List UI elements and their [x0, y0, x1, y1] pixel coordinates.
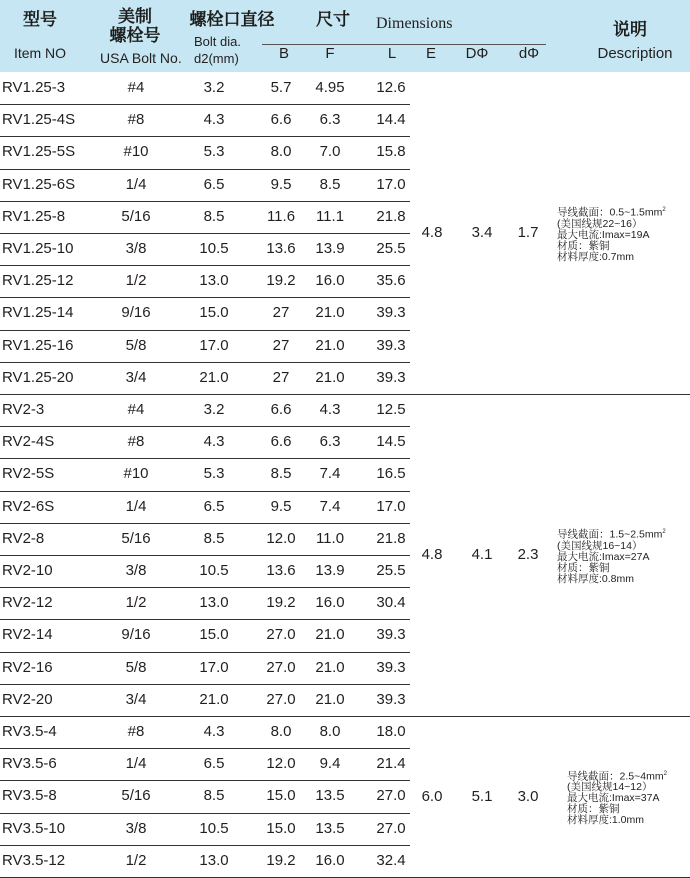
bolt-dia-cell: 8.5: [203, 787, 225, 805]
item-no-cell: RV2-4S: [2, 433, 55, 451]
col-b-header: B: [278, 45, 289, 62]
dim-l-cell: 14.5: [376, 433, 406, 451]
dim-l-cell: 12.6: [376, 79, 406, 96]
table-row: [0, 137, 410, 167]
dim-l-cell: 39.3: [376, 626, 406, 644]
table-row: [0, 331, 410, 361]
dim-f-cell: 11.1: [315, 207, 345, 225]
bolt-dia-cell: 15.0: [199, 626, 229, 644]
item-no-cell: RV1.25-20: [2, 368, 74, 386]
table-row: [0, 105, 410, 135]
description-line: [557, 252, 666, 263]
description-text: (美国线规14~12）: [567, 781, 653, 793]
dim-l-cell: 39.3: [376, 658, 406, 676]
usa-bolt-cell: #8: [127, 723, 145, 740]
usa-bolt-cell: 1/4: [125, 497, 147, 515]
usa-bolt-cell: 3/8: [125, 240, 147, 257]
item-no-zh-header: 型号: [23, 10, 57, 30]
usa-bolt-cell: 5/16: [121, 207, 151, 225]
bolt-dia-cell: 17.0: [199, 336, 229, 354]
item-no-cell: RV1.25-8: [2, 207, 66, 225]
usa-bolt-cell: 3/4: [125, 368, 147, 386]
table-row: [0, 685, 410, 715]
usa-bolt-cell: #4: [127, 401, 145, 418]
dim-b-cell: 13.6: [266, 240, 296, 257]
dim-f-cell: 6.3: [319, 111, 341, 129]
table-row: [0, 781, 410, 811]
dim-f-cell: 13.9: [315, 240, 345, 257]
dimensions-en-header: Dimensions: [376, 15, 453, 32]
dim-l-cell: 21.8: [376, 207, 406, 225]
description-en-header: Description: [597, 45, 673, 62]
item-no-cell: RV3.5-4: [2, 723, 57, 740]
dimensions-divider: [262, 44, 546, 45]
item-no-cell: RV1.25-3: [2, 79, 66, 96]
dim-f-cell: 8.0: [319, 723, 341, 740]
dim-b-cell: 15.0: [266, 787, 296, 805]
dim-l-cell: 15.8: [376, 143, 406, 161]
table-row: [0, 814, 410, 844]
dim-l-cell: 39.3: [376, 690, 406, 708]
table-row: [0, 298, 410, 328]
group-description: [567, 769, 667, 827]
table-row: [0, 73, 410, 103]
superscript-two-mark: 2: [662, 529, 666, 535]
usa-bolt-cell: 5/8: [125, 336, 147, 354]
superscript-two-mark: 2: [662, 207, 666, 213]
group-big-d-phi-value: 4.1: [471, 546, 493, 563]
bolt-dia-cell: 13.0: [199, 851, 229, 869]
dim-l-cell: 17.0: [376, 175, 406, 193]
dim-b-cell: 27: [272, 336, 290, 354]
col-e-header: E: [425, 45, 436, 62]
usa-bolt-cell: #10: [123, 143, 149, 161]
usa-bolt-zh-header-1: 美制: [118, 7, 152, 27]
col-small-d-phi-header: dΦ: [518, 45, 540, 62]
dim-f-cell: 21.0: [315, 336, 345, 354]
table-row: [0, 524, 410, 554]
dim-b-cell: 19.2: [266, 851, 296, 869]
item-no-cell: RV2-16: [2, 658, 53, 676]
bolt-dia-cell: 6.5: [203, 755, 225, 773]
description-line: [557, 205, 666, 219]
dim-l-cell: 39.3: [376, 304, 406, 322]
dim-b-cell: 27.0: [266, 658, 296, 676]
description-text: 最大电流:Imax=19A: [557, 228, 650, 241]
dim-f-cell: 21.0: [315, 368, 345, 386]
usa-bolt-cell: #8: [127, 111, 145, 129]
dim-f-cell: 4.3: [319, 401, 341, 418]
table-header: [0, 0, 690, 72]
bolt-dia-cell: 6.5: [203, 497, 225, 515]
usa-bolt-cell: #8: [127, 433, 145, 451]
dim-f-cell: 9.4: [319, 755, 341, 773]
bolt-dia-cell: 5.3: [203, 465, 225, 483]
usa-bolt-cell: #4: [127, 79, 145, 96]
dim-b-cell: 6.6: [270, 111, 292, 129]
dim-f-cell: 21.0: [315, 626, 345, 644]
dim-b-cell: 12.0: [266, 529, 296, 547]
dim-f-cell: 21.0: [315, 658, 345, 676]
group-description: [557, 205, 666, 263]
description-text: 材质：紫铜: [557, 239, 610, 252]
item-no-cell: RV1.25-14: [2, 304, 74, 322]
item-no-cell: RV2-8: [2, 529, 45, 547]
usa-bolt-cell: 1/2: [125, 851, 147, 869]
item-no-cell: RV3.5-6: [2, 755, 57, 773]
bolt-dia-cell: 3.2: [203, 79, 225, 96]
dim-f-cell: 4.95: [315, 79, 345, 96]
dim-l-cell: 27.0: [376, 787, 406, 805]
dim-l-cell: 25.5: [376, 240, 406, 257]
table-row: [0, 588, 410, 618]
dim-l-cell: 32.4: [376, 851, 406, 869]
dim-f-cell: 7.0: [319, 143, 341, 161]
item-no-en-header: Item NO: [13, 45, 67, 61]
dim-b-cell: 27.0: [266, 626, 296, 644]
usa-bolt-cell: 9/16: [121, 626, 151, 644]
col-f-header: F: [325, 45, 335, 62]
bolt-dia-cell: 10.5: [199, 240, 229, 257]
dim-l-cell: 27.0: [376, 819, 406, 837]
group-e-value: 4.8: [421, 224, 443, 241]
usa-bolt-zh-header-2: 螺栓号: [109, 26, 161, 46]
dim-l-cell: 39.3: [376, 368, 406, 386]
usa-bolt-cell: 1/2: [125, 272, 147, 290]
group-small-d-phi-value: 1.7: [517, 224, 539, 241]
item-no-cell: RV2-20: [2, 690, 53, 708]
superscript-two-mark: 2: [663, 770, 667, 777]
usa-bolt-cell: 3/8: [125, 562, 147, 579]
description-text: (美国线规22~16）: [557, 217, 643, 230]
bolt-dia-cell: 4.3: [203, 111, 225, 129]
dim-b-cell: 13.6: [266, 562, 296, 579]
dimensions-zh-header: 尺寸: [316, 10, 350, 30]
col-l-header: L: [387, 45, 397, 62]
bolt-dia-cell: 13.0: [199, 594, 229, 612]
bolt-dia-cell: 13.0: [199, 272, 229, 290]
item-no-cell: RV2-5S: [2, 465, 55, 483]
item-no-cell: RV2-14: [2, 626, 53, 644]
item-no-cell: RV3.5-12: [2, 851, 66, 869]
dim-f-cell: 7.4: [319, 497, 341, 515]
item-no-cell: RV2-10: [2, 562, 53, 579]
bolt-dia-zh-header: 螺栓口直径: [189, 10, 275, 30]
bolt-dia-cell: 4.3: [203, 433, 225, 451]
dim-b-cell: 8.5: [270, 465, 292, 483]
usa-bolt-cell: #10: [123, 465, 149, 483]
item-no-cell: RV1.25-5S: [2, 143, 76, 161]
group-small-d-phi-value: 3.0: [517, 787, 539, 805]
dim-f-cell: 8.5: [319, 175, 341, 193]
table-row: [0, 170, 410, 200]
usa-bolt-cell: 3/4: [125, 690, 147, 708]
dim-f-cell: 7.4: [319, 465, 341, 483]
dim-b-cell: 11.6: [266, 207, 296, 225]
bolt-dia-cell: 21.0: [199, 690, 229, 708]
table-row: [0, 395, 410, 425]
dim-b-cell: 27: [272, 304, 290, 322]
bolt-dia-cell: 8.5: [203, 529, 225, 547]
description-line: [567, 815, 667, 826]
table-row: [0, 653, 410, 683]
bolt-dia-cell: 4.3: [203, 723, 225, 740]
description-text: 材质：紫铜: [557, 561, 610, 574]
table-row: [0, 846, 410, 876]
dim-b-cell: 6.6: [270, 401, 292, 418]
description-text: 材料厚度:1.0mm: [567, 814, 645, 826]
description-text: 材料厚度:0.8mm: [557, 572, 635, 585]
description-text: 导线截面：1.5~2.5mm: [557, 528, 663, 541]
item-no-cell: RV1.25-12: [2, 272, 74, 290]
usa-bolt-cell: 1/4: [125, 175, 147, 193]
table-row: [0, 717, 410, 747]
dim-b-cell: 19.2: [266, 272, 296, 290]
group-small-d-phi-value: 2.3: [517, 546, 539, 563]
col-big-d-phi-header: DΦ: [465, 45, 489, 62]
item-no-cell: RV3.5-8: [2, 787, 57, 805]
item-no-cell: RV1.25-6S: [2, 175, 76, 193]
table-row: [0, 492, 410, 522]
item-no-cell: RV2-3: [2, 401, 45, 418]
bolt-dia-cell: 10.5: [199, 819, 229, 837]
table-row: [0, 427, 410, 457]
dim-f-cell: 21.0: [315, 690, 345, 708]
dim-b-cell: 19.2: [266, 594, 296, 612]
item-no-cell: RV3.5-10: [2, 819, 66, 837]
dim-l-cell: 17.0: [376, 497, 406, 515]
usa-bolt-cell: 3/8: [125, 819, 147, 837]
description-zh-header: 说明: [613, 20, 647, 40]
bolt-dia-cell: 21.0: [199, 368, 229, 386]
dim-f-cell: 16.0: [315, 851, 345, 869]
description-line: [567, 769, 667, 783]
bolt-dia-cell: 17.0: [199, 658, 229, 676]
description-text: 导线截面：0.5~1.5mm: [557, 206, 663, 219]
description-text: 导线截面：2.5~4mm: [567, 770, 664, 782]
usa-bolt-cell: 5/16: [121, 529, 151, 547]
dim-l-cell: 30.4: [376, 594, 406, 612]
dim-l-cell: 14.4: [376, 111, 406, 129]
description-text: (美国线规16~14）: [557, 539, 643, 552]
dim-b-cell: 5.7: [270, 79, 292, 96]
dim-b-cell: 15.0: [266, 819, 296, 837]
table-row: [0, 363, 410, 393]
item-no-cell: RV2-6S: [2, 497, 55, 515]
usa-bolt-cell: 1/2: [125, 594, 147, 612]
table-row: [0, 620, 410, 650]
dim-l-cell: 12.5: [376, 401, 406, 418]
description-line: [557, 527, 666, 541]
bolt-dia-cell: 10.5: [199, 562, 229, 579]
dim-f-cell: 6.3: [319, 433, 341, 451]
dim-f-cell: 13.5: [315, 819, 345, 837]
group-e-value: 4.8: [421, 546, 443, 563]
table-row: [0, 202, 410, 232]
group-big-d-phi-value: 3.4: [471, 224, 493, 241]
table-row: [0, 556, 410, 586]
dim-f-cell: 16.0: [315, 594, 345, 612]
bolt-dia-cell: 15.0: [199, 304, 229, 322]
item-no-cell: RV1.25-16: [2, 336, 74, 354]
dim-l-cell: 35.6: [376, 272, 406, 290]
table-row: [0, 266, 410, 296]
bolt-dia-en-header-2: d2(mm): [194, 51, 239, 66]
bolt-dia-cell: 6.5: [203, 175, 225, 193]
usa-bolt-en-header: USA Bolt No.: [100, 50, 182, 66]
dim-b-cell: 8.0: [270, 143, 292, 161]
dim-b-cell: 8.0: [270, 723, 292, 740]
table-row: [0, 234, 410, 264]
description-text: 最大电流:Imax=37A: [567, 792, 660, 804]
item-no-cell: RV1.25-4S: [2, 111, 76, 129]
dim-b-cell: 9.5: [270, 497, 292, 515]
dim-f-cell: 13.5: [315, 787, 345, 805]
description-line: [557, 574, 666, 585]
dim-l-cell: 21.8: [376, 529, 406, 547]
description-text: 材质：紫铜: [567, 803, 620, 815]
table-row: [0, 459, 410, 489]
table-row: [0, 749, 410, 779]
group-description: [557, 527, 666, 585]
usa-bolt-cell: 1/4: [125, 755, 147, 773]
dim-b-cell: 27: [272, 368, 290, 386]
usa-bolt-cell: 5/8: [125, 658, 147, 676]
dim-f-cell: 16.0: [315, 272, 345, 290]
dim-b-cell: 6.6: [270, 433, 292, 451]
dim-l-cell: 25.5: [376, 562, 406, 579]
dim-f-cell: 21.0: [315, 304, 345, 322]
group-big-d-phi-value: 5.1: [471, 787, 493, 805]
usa-bolt-cell: 5/16: [121, 787, 151, 805]
bolt-dia-cell: 5.3: [203, 143, 225, 161]
dim-b-cell: 12.0: [266, 755, 296, 773]
dim-f-cell: 13.9: [315, 562, 345, 579]
dim-b-cell: 27.0: [266, 690, 296, 708]
item-no-cell: RV2-12: [2, 594, 53, 612]
dim-l-cell: 39.3: [376, 336, 406, 354]
bolt-dia-cell: 8.5: [203, 207, 225, 225]
bolt-dia-en-header-1: Bolt dia.: [194, 34, 241, 49]
dim-f-cell: 11.0: [315, 529, 345, 547]
description-text: 最大电流:Imax=27A: [557, 550, 650, 563]
group-e-value: 6.0: [421, 787, 443, 805]
dim-l-cell: 21.4: [376, 755, 406, 773]
dim-b-cell: 9.5: [270, 175, 292, 193]
dim-l-cell: 16.5: [376, 465, 406, 483]
description-text: 材料厚度:0.7mm: [557, 250, 635, 263]
bolt-dia-cell: 3.2: [203, 401, 225, 418]
usa-bolt-cell: 9/16: [121, 304, 151, 322]
item-no-cell: RV1.25-10: [2, 240, 74, 257]
dim-l-cell: 18.0: [376, 723, 406, 740]
